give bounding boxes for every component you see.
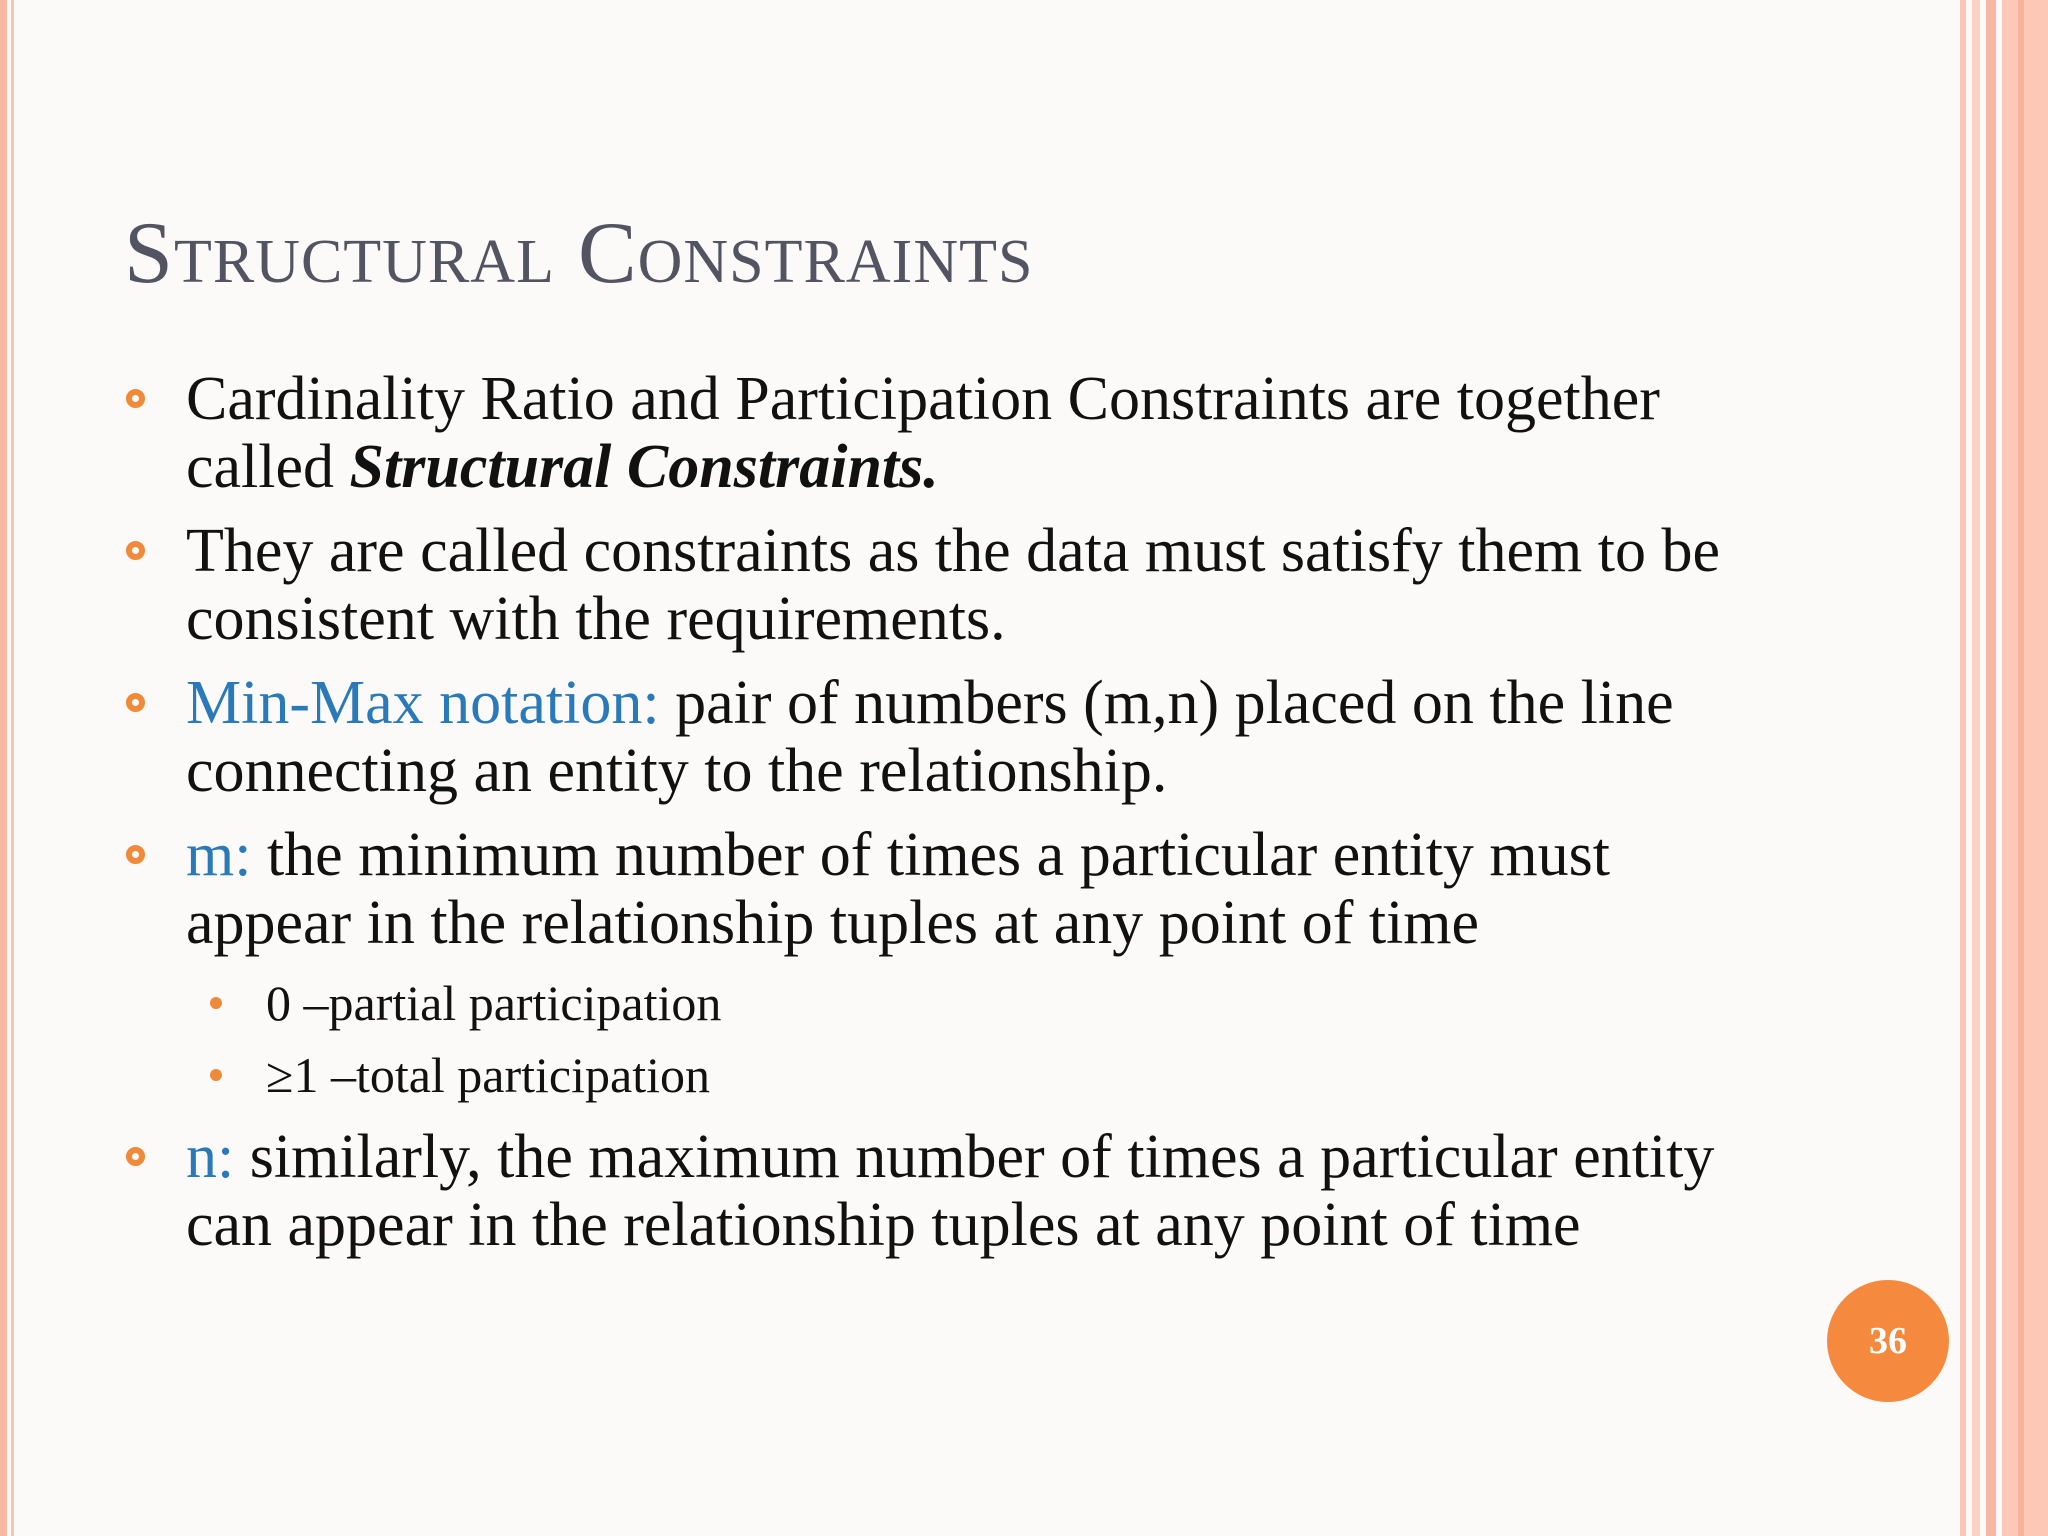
bullet-emphasis: Structural Constraints. bbox=[349, 433, 939, 501]
sub-bullet-item bbox=[126, 967, 1766, 1039]
bullet-term: Min-Max notation: bbox=[186, 669, 660, 737]
right-border-stripe bbox=[1986, 0, 1996, 1536]
left-border-stripe-thin bbox=[11, 0, 14, 1536]
sub-bullet-item bbox=[126, 1039, 1766, 1111]
right-border-stripe bbox=[1972, 0, 1980, 1536]
bullet-item bbox=[126, 517, 1766, 653]
bullet-text: They are called constraints as the data must satisfy them to be consistent with the requirements. bbox=[186, 517, 1721, 653]
bullet-item bbox=[126, 365, 1766, 501]
left-border-stripe bbox=[0, 0, 7, 1536]
dot-bullet-icon bbox=[210, 997, 222, 1009]
ring-bullet-icon bbox=[126, 541, 145, 560]
ring-bullet-icon bbox=[126, 845, 145, 864]
right-border-stripe bbox=[2018, 0, 2024, 1536]
sub-bullet-list bbox=[126, 967, 1766, 1111]
sub-bullet-text: 0 –partial participation bbox=[266, 975, 722, 1031]
bullet-item bbox=[126, 1123, 1766, 1259]
bullet-item bbox=[126, 669, 1766, 805]
page-number-badge: 36 bbox=[1827, 1280, 1949, 1402]
dot-bullet-icon bbox=[210, 1069, 222, 1081]
ring-bullet-icon bbox=[126, 389, 145, 408]
bullet-text: similarly, the maximum number of times a particular entity can appear in the relationship tuples at any point of time bbox=[186, 1123, 1715, 1259]
ring-bullet-icon bbox=[126, 1147, 145, 1166]
bullet-item bbox=[126, 821, 1766, 957]
bullet-term: n: bbox=[186, 1123, 235, 1191]
bullet-text: Cardinality Ratio and Participation Constraints are together called bbox=[186, 365, 1660, 501]
bullet-text: pair of numbers (m,n) placed on the line connecting an entity to the relationship. bbox=[186, 669, 1674, 805]
bullet-list bbox=[126, 365, 1766, 1275]
bullet-term: m: bbox=[186, 821, 252, 889]
slide-title: Structural Constraints bbox=[124, 205, 1034, 302]
right-border-stripe bbox=[1960, 0, 1966, 1536]
right-border-band bbox=[2002, 0, 2048, 1536]
ring-bullet-icon bbox=[126, 693, 145, 712]
bullet-text: the minimum number of times a particular entity must appear in the relationship tuples at any point of time bbox=[186, 821, 1611, 957]
sub-bullet-text: ≥1 –total participation bbox=[266, 1047, 710, 1103]
